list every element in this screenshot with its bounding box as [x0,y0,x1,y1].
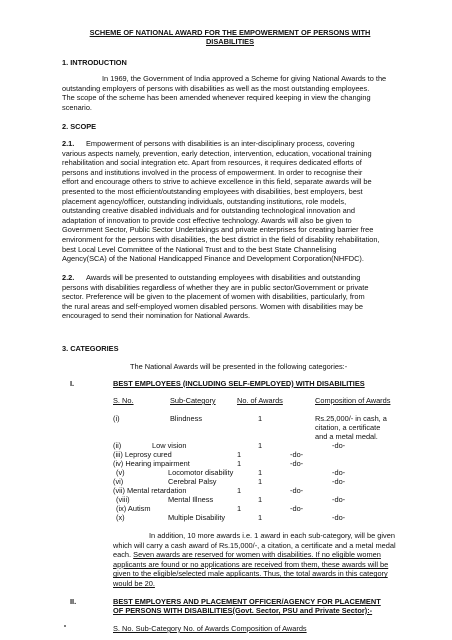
paragraph-line: In 1969, the Government of India approved a Scheme for giving National Awards to the [102,74,387,83]
note-line: would be 20. [113,578,155,588]
table-cell-composition: -do- [332,513,346,522]
paragraph-line: placement agency/officer, outstanding individuals, outstanding institutions, role models, [62,196,347,206]
table-cell-subcategory: Cerebral Palsy [168,477,217,486]
category-number-1: I. [70,379,75,388]
table-header-awards: No. of Awards [237,396,283,405]
table-cell-composition: and a metal medal. [315,432,378,441]
section-heading-introduction: 1. INTRODUCTION [62,58,127,67]
category-2-table-headers: S. No. Sub-Category No. of Awards Composition of Awards [113,624,307,633]
table-cell-sno: (vi) [113,477,124,486]
table-cell-awards: 1 [258,513,263,522]
scope-paragraph-2-1 [62,139,392,264]
table-cell-sno: (ii) [113,441,122,450]
paragraph-line: Government Sector, Public Sector Undertakings and private enterprises for creating barrier free [62,225,374,235]
table-cell-subcategory: Locomotor disability [168,468,234,477]
category-title-1: BEST EMPLOYEES (INCLUDING SELF-EMPLOYED) WITH DISABILITIES [113,379,365,388]
paragraph-line: best Local Level Committee of the National Trust and to the best State Channelising [62,244,337,254]
categories-intro: The National Awards will be presented in the following categories:- [130,362,348,371]
section-heading-categories: 3. CATEGORIES [62,344,119,353]
paragraph-line: outstanding employers of persons with disabilities as well as the most outstanding employees. [62,83,370,93]
table-cell-sno: (x) [116,513,125,522]
table-header-sno: S. No. [113,396,134,405]
document-title-line-1: SCHEME OF NATIONAL AWARD FOR THE EMPOWERMENT OF PERSONS WITH [89,28,371,37]
paragraph-line: the rural areas and self-employed women disabled persons. Women with disabilities may be [62,301,363,311]
table-cell-sno: (ix) Autism [116,504,151,513]
table-cell-awards: 1 [237,459,242,468]
paragraph-line: persons and institutions involved in the process of empowerment. In order to recognise their [62,167,363,177]
table-cell-composition: -do- [332,468,346,477]
page-speck [64,625,66,627]
paragraph-line: persons with disabilities regardless of whether they are in public sector/Government or private [62,282,369,292]
table-cell-awards: 1 [237,450,242,459]
scope-paragraph-2-2 [62,273,392,321]
table-cell-composition: -do- [332,441,346,450]
paragraph-line: The scope of the scheme has been amended whenever required keeping in view the changing [62,93,371,103]
table-cell-awards: 1 [258,477,263,486]
table-cell-sno: (iii) Leprosy cured [113,450,172,459]
paragraph-line: sector. Preference will be given to the placement of women with disabilities, particularly, from [62,292,365,302]
table-cell-subcategory: Mental Illness [168,495,214,504]
table-cell-subcategory: Multiple Disability [168,513,226,522]
note-line [113,550,396,560]
table-cell-awards: 1 [258,495,263,504]
document-title-line-2: DISABILITIES [205,37,255,46]
table-cell-subcategory: Blindness [170,414,203,423]
category-number-2: II. [70,597,77,606]
paragraph-line: environment for the persons with disabilities, the best district in the field of disability rehabilitation, [62,234,380,244]
table-header-composition: Composition of Awards [315,396,391,405]
table-cell-awards: 1 [258,468,263,477]
paragraph-line: effort and encourage others to strive to achieve excellence in this field, separate awards will be [62,177,372,187]
category-1-note [113,531,396,589]
paragraph-line: various aspects namely, prevention, early detection, intervention, education, vocational training [62,148,372,158]
paragraph-line: Empowerment of persons with disabilities is an inter-disciplinary process, covering [86,139,355,148]
table-cell-composition: Rs.25,000/- in cash, a [315,414,387,423]
category-title-2-line-1: BEST EMPLOYERS AND PLACEMENT OFFICER/AGENCY FOR PLACEMENT [113,597,381,606]
note-line: given to the eligible/selected male applicants. Thus, the total awards in this category [113,569,388,579]
table-cell-subcategory: Low vision [152,441,187,450]
section-heading-scope: 2. SCOPE [62,122,97,131]
paragraph-line: Agency(SCA) of the National Handicapped Finance and Development Corporation(NHFDC). [62,254,364,264]
table-cell-composition: -do- [290,486,304,495]
table-cell-composition: -do- [290,504,304,513]
paragraph-line: adaptation of innovation to provide cost effective technology. Awards will also be given to [62,215,352,225]
table-cell-sno: (i) [113,414,120,423]
table-cell-awards: 1 [237,486,242,495]
table-cell-composition: -do- [332,495,346,504]
note-line-part: each. [113,550,132,560]
paragraph-line: encouraged to send their nomination for National Awards. [62,311,251,321]
paragraph-line: presented to the most efficient/outstanding employees with disabilities, best employers, best [62,186,363,196]
note-line: which will carry a cash award of Rs.15,000/-, a citation, a certificate and a metal medal [113,540,396,550]
table-cell-sno: (v) [116,468,125,477]
table-cell-sno: (vii) Mental retardation [113,486,187,495]
table-cell-awards: 1 [258,414,263,423]
table-cell-awards: 1 [258,441,263,450]
table-header-subcategory: Sub-Category [170,396,216,405]
paragraph-line: Awards will be presented to outstanding employees with disabilities and outstanding [86,273,361,282]
table-cell-composition: -do- [332,477,346,486]
paragraph-number-2-1: 2.1. [62,139,75,148]
table-cell-sno: (iv) Hearing impairment [113,459,190,468]
table-cell-sno: (viii) [116,495,130,504]
note-line: In addition, 10 more awards i.e. 1 award in each sub-category, will be given [149,531,395,540]
category-title-2-line-2: OF PERSONS WITH DISABILITIES(Govt. Sector, PSU and Private Sector):- [113,606,373,615]
paragraph-number-2-2: 2.2. [62,273,75,282]
note-underlined-text: Seven awards are reserved for women with disabilities. If no eligible women [133,550,381,560]
note-line: applicants are found or no applications are received from them, these awards will be [113,559,389,569]
paragraph-line: outstanding creative disabled individuals and for outstanding technological innovation and [62,206,355,216]
table-cell-composition: -do- [290,450,304,459]
paragraph-line: scenario. [62,102,92,112]
table-cell-awards: 1 [237,504,242,513]
paragraph-line: rehabilitation and social integration etc. Apart from resources, it requires dedicated efforts of [62,158,362,168]
introduction-paragraph [62,74,392,112]
table-cell-composition: -do- [290,459,304,468]
table-cell-composition: citation, a certificate [315,423,381,432]
